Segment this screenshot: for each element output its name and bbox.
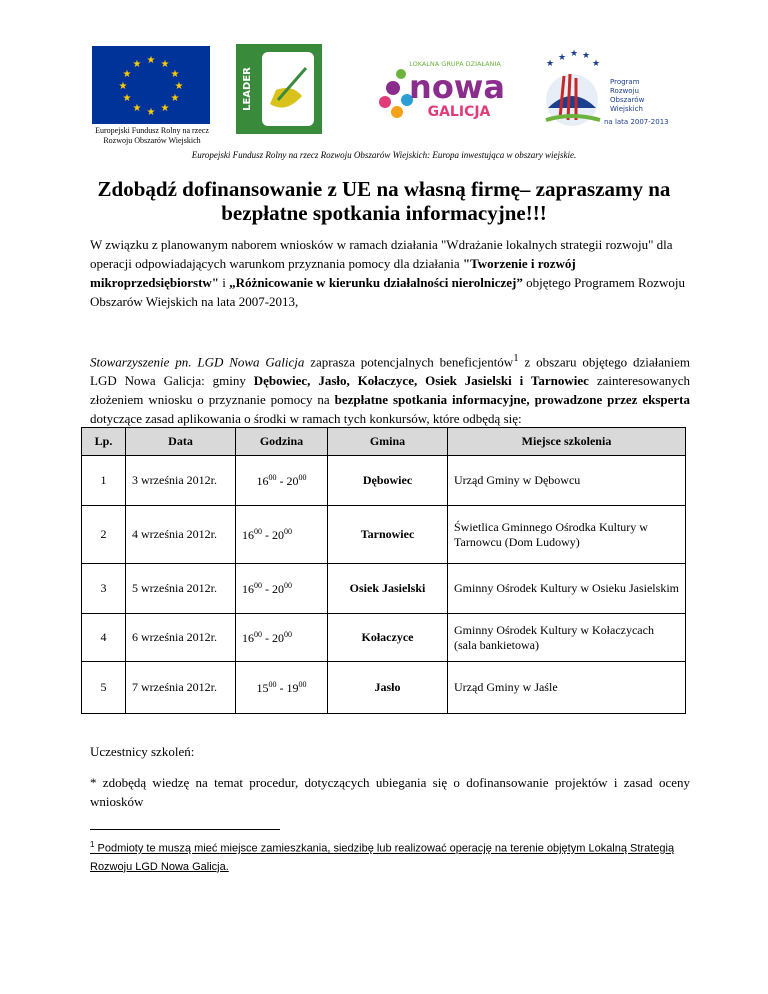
cell-date: 6 września 2012r. — [126, 614, 236, 662]
footnote-rule — [90, 829, 280, 830]
prow-logo — [530, 48, 680, 134]
participants-label: Uczestnicy szkoleń: — [90, 744, 195, 759]
col-header-lp: Lp. — [82, 428, 126, 456]
prow-line-1: Program — [610, 78, 640, 86]
cell-time: $16^{00} - 20^{00}$ — [236, 614, 328, 662]
table-row — [82, 506, 686, 564]
nowa-line1: LOKALNA GRUPA DZIAŁANIA — [409, 60, 501, 68]
svg-text:★: ★ — [170, 93, 180, 104]
logo-bar — [90, 40, 690, 145]
footnote — [90, 836, 690, 876]
intro-paragraph: W związku z planowanym naborem wniosków w ramach działania "Wdrażanie lokalnych strategii rozwoju" dla operacji odpowiadających warunkom przyznania pomocy dla działania "Tworzenie i rozwój mikroprzedsiębiorstw" i „Różnicowanie w kierunku działalności nierolniczej” objętego Programem Rozwoju Obszarów Wiejskich na lata 2007-2013, — [90, 237, 685, 309]
cell-date: 5 września 2012r. — [126, 564, 236, 614]
participants-bullet: * zdobędą wiedzę na temat procedur, dotyczących ubiegania się o dofinansowanie projektów i zasad oceny wniosków — [90, 775, 690, 809]
svg-text:★: ★ — [591, 59, 601, 69]
cell-commune: Kołaczyce — [328, 614, 448, 662]
cell-place: Urząd Gminy w Dębowcu — [448, 456, 686, 506]
cell-place: Świetlica Gminnego Ośrodka Kultury w Tarnowcu (Dom Ludowy) — [448, 506, 686, 564]
cell-lp: 4 — [82, 614, 126, 662]
prow-line-4: Wiejskich — [610, 105, 643, 113]
svg-text:★: ★ — [146, 107, 156, 118]
cell-date: 4 września 2012r. — [126, 506, 236, 564]
table-row — [82, 662, 686, 714]
cell-commune: Osiek Jasielski — [328, 564, 448, 614]
cell-date: 3 września 2012r. — [126, 456, 236, 506]
svg-text:★: ★ — [122, 69, 132, 80]
svg-text:★: ★ — [581, 51, 591, 61]
svg-text:★: ★ — [174, 81, 184, 92]
cell-time: $16^{00} - 20^{00}$ — [236, 506, 328, 564]
svg-text:★: ★ — [545, 59, 555, 69]
prow-line-3: Obszarów — [610, 96, 645, 104]
cell-time: $15^{00} - 19^{00}$ — [236, 662, 328, 714]
cell-commune: Dębowiec — [328, 456, 448, 506]
footnote-text: Podmioty te muszą mieć miejsce zamieszkania, siedzibę lub realizować operację na terenie objętym Lokalną Strategią Rozwoju LGD Nowa Galicja. — [90, 842, 675, 873]
cell-place: Gminny Ośrodek Kultury w Osieku Jasielskim — [448, 564, 686, 614]
invite-paragraph: Stowarzyszenie pn. LGD Nowa Galicja zaprasza potencjalnych beneficjentów$^1$ z obszaru objętego działaniem LGD Nowa Galicja: gminy Dębowiec, Jasło, Kołaczyce, Osiek Jasielski i Tarnowiec zainteresowanych złożeniem wniosku o przyznanie pomocy na bezpłatne spotkania informacyjne, prowadzone przez eksperta dotyczące zasad aplikowania o środki w ramach tych konkursów, które odbędą się: — [90, 352, 690, 427]
cell-commune: Jasło — [328, 662, 448, 714]
col-header-time: Godzina — [236, 428, 328, 456]
cell-time: $16^{00} - 20^{00}$ — [236, 564, 328, 614]
page-title: Zdobądź dofinansowanie z UE na własną firmę– zapraszamy na bezpłatne spotkania informacyjne!!! — [97, 177, 671, 225]
cell-place: Urząd Gminy w Jaśle — [448, 662, 686, 714]
cell-place: Gminny Ośrodek Kultury w Kołaczycach (sala bankietowa) — [448, 614, 686, 662]
nowa-galicja-logo — [375, 50, 515, 132]
table-row — [82, 564, 686, 614]
svg-text:★: ★ — [132, 59, 142, 70]
cell-lp: 5 — [82, 662, 126, 714]
eu-tagline: Europejski Fundusz Rolny na rzecz Rozwoju Obszarów Wiejskich: Europa inwestująca w obszary wiejskie. — [191, 150, 577, 160]
table-header-row — [82, 428, 686, 456]
eu-caption: Europejski Fundusz Rolny na rzecz Rozwoju Obszarów Wiejskich — [95, 126, 209, 145]
cell-commune: Tarnowiec — [328, 506, 448, 564]
svg-text:★: ★ — [160, 59, 170, 70]
table-row — [82, 614, 686, 662]
cell-time: $16^{00} - 20^{00}$ — [236, 456, 328, 506]
schedule-table — [81, 427, 686, 714]
svg-text:★: ★ — [122, 93, 132, 104]
prow-line-2: Rozwoju — [610, 87, 639, 95]
footnote-ref[interactable]: 1 — [513, 352, 519, 364]
col-header-commune: Gmina — [328, 428, 448, 456]
col-header-place: Miejsce szkolenia — [448, 428, 686, 456]
col-header-date: Data — [126, 428, 236, 456]
nowa-line3: GALICJA — [427, 104, 491, 120]
svg-text:★: ★ — [160, 103, 170, 114]
leader-logo — [236, 44, 322, 134]
svg-text:★: ★ — [132, 103, 142, 114]
svg-text:★: ★ — [146, 55, 156, 66]
prow-line-5: na lata 2007-2013 — [604, 118, 669, 126]
eu-flag-logo — [92, 46, 210, 124]
svg-text:★: ★ — [557, 53, 567, 63]
leader-text: LEADER — [242, 67, 253, 111]
table-row — [82, 456, 686, 506]
cell-lp: 2 — [82, 506, 126, 564]
svg-text:★: ★ — [569, 49, 579, 59]
cell-lp: 1 — [82, 456, 126, 506]
footnote-number: 1 — [90, 840, 95, 849]
cell-date: 7 września 2012r. — [126, 662, 236, 714]
nowa-line2: nowa — [409, 68, 505, 106]
svg-text:★: ★ — [170, 69, 180, 80]
svg-text:★: ★ — [118, 81, 128, 92]
cell-lp: 3 — [82, 564, 126, 614]
